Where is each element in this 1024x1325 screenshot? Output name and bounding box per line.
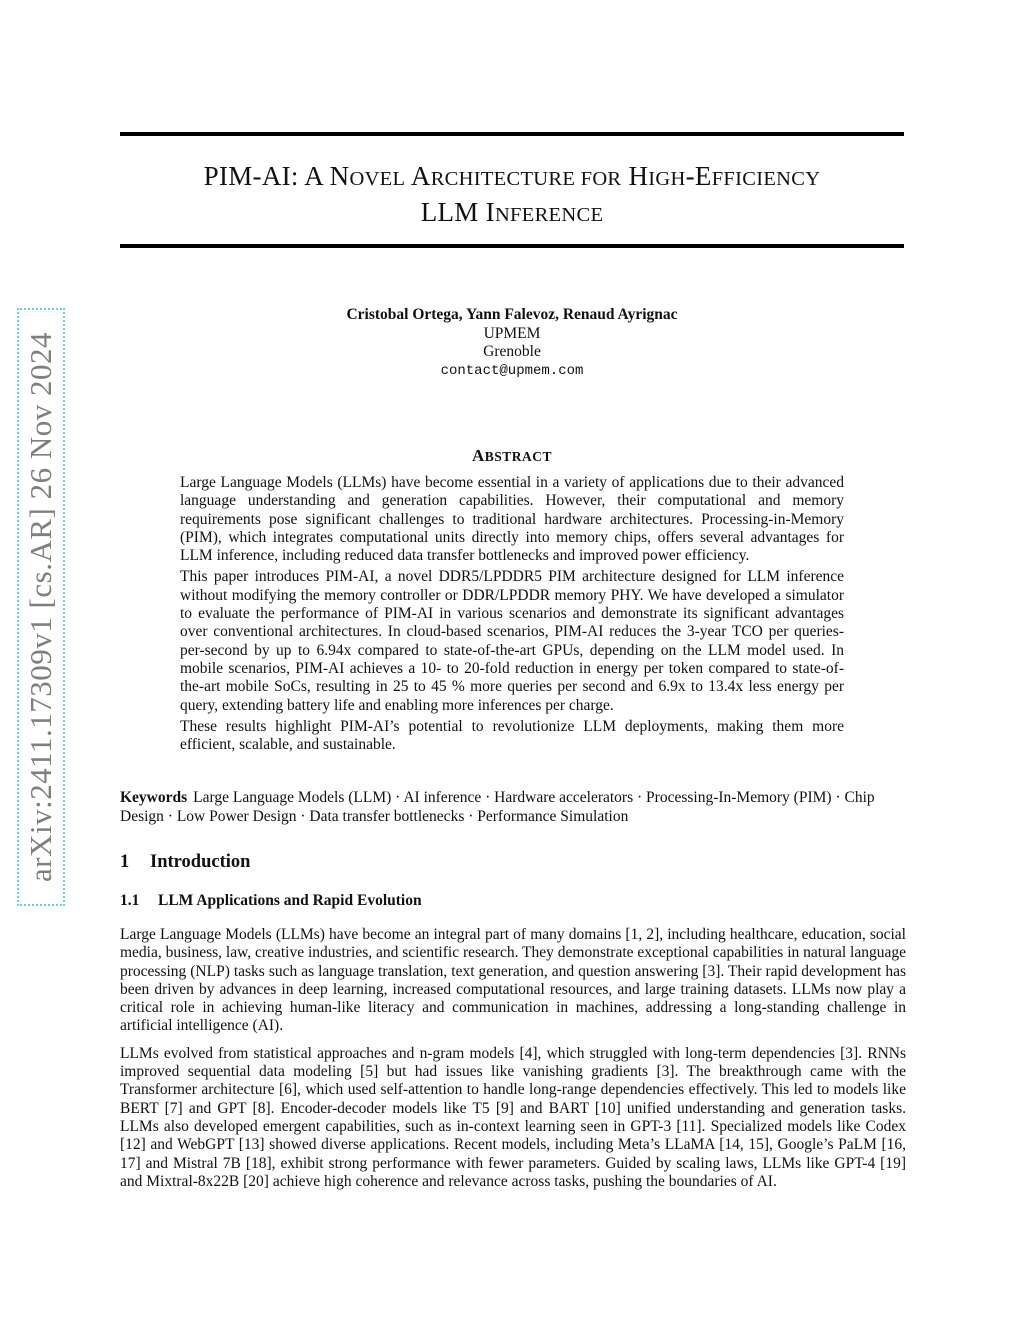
keywords (120, 789, 904, 826)
abstract-paragraph: These results highlight PIM-AI’s potential to revolutionize LLM deployments, making them more efficient, scalable, and sustainable. (180, 717, 844, 754)
abstract-body (180, 474, 844, 757)
abstract-heading-rest: BSTRACT (484, 449, 553, 464)
section-number: 1 (120, 852, 130, 872)
section-title: Introduction (150, 852, 251, 872)
section-heading (120, 852, 250, 873)
title-segment: PIM-AI: A N (203, 161, 350, 191)
keywords-text: Large Language Models (LLM) · AI inference · Hardware accelerators · Processing-In-Memory (PIM) · Chip Design · Low Power Design · Data transfer bottlenecks · Performance Simulation (120, 789, 875, 825)
subsection-title: LLM Applications and Rapid Evolution (158, 892, 422, 909)
title-segment: LLM I (420, 197, 495, 227)
author-affiliation: UPMEM (483, 324, 541, 342)
author-email: contact@upmem.com (440, 362, 584, 379)
title-rule-top (120, 132, 904, 136)
title-segment: OVEL (349, 168, 406, 190)
abstract-heading-initial: A (471, 446, 485, 465)
arxiv-stamp-text: arXiv:2411.17309v1 [cs.AR] 26 Nov 2024 (23, 332, 58, 882)
title-segment: A (405, 161, 431, 191)
subsection-number: 1.1 (120, 892, 140, 909)
title-segment: IGH (648, 168, 686, 190)
title-segment: FFICIENCY (711, 168, 821, 190)
keywords-label: Keywords (120, 789, 188, 806)
title-segment: -E (685, 161, 712, 191)
body-paragraph: LLMs evolved from statistical approaches and n-gram models [4], which struggled with long-term dependencies [3]. RNNs improved sequential data modeling [5] but had issues like vanishing gradients [3]. The breakthrough came with the Transformer architecture [6], which used self-attention to handle long-range dependencies effectively. This led to models like BERT [7] and GPT [8]. Encoder-decoder models like T5 [9] and BART [10] unified understanding and generation tasks. LLMs also developed emergent capabilities, such as in-context learning seen in GPT-3 [11]. Specialized models like Codex [12] and WebGPT [13] showed diverse applications. Recent models, including Meta’s LLaMA [14, 15], Google’s PaLM [16, 17] and Mistral 7B [18], exhibit strong performance with fewer parameters. Guided by scaling laws, LLMs like GPT-4 [19] and Mixtral-8x22B [20] achieve high coherence and relevance across tasks, pushing the boundaries of AI. (120, 1044, 906, 1190)
paper-title (120, 160, 904, 232)
body-paragraph: Large Language Models (LLMs) have become an integral part of many domains [1, 2], including healthcare, education, social media, business, law, creative industries, and scientific research. They demonstrate exceptional capabilities in natural language processing (NLP) tasks such as language translation, text generation, and question answering [3]. Their rapid development has been driven by advances in deep learning, increased computational resources, and large training datasets. LLMs now play a critical role in achieving human-like literacy and communication in machines, addressing a long-standing challenge in artificial intelligence (AI). (120, 926, 906, 1035)
subsection-heading (120, 892, 422, 910)
abstract-paragraph: This paper introduces PIM-AI, a novel DDR5/LPDDR5 PIM architecture designed for LLM inference without modifying the memory controller or DDR/LPDDR memory PHY. We have developed a simulator to evaluate the performance of PIM-AI in various scenarios and demonstrate its significant advantages over conventional architectures. In cloud-based scenarios, PIM-AI reduces the 3-year TCO per queries-per-second by up to 6.94x compared to state-of-the-art GPUs, depending on the LLM model used. In mobile scenarios, PIM-AI achieves a 10- to 20-fold reduction in energy per token compared to state-of-the-art mobile SoCs, resulting in 25 to 45 % more queries per second and 6.9x to 13.4x less energy per query, extending battery life and enabling more inferences per charge. (180, 568, 844, 714)
abstract-paragraph: Large Language Models (LLMs) have become essential in a variety of applications due to their advanced language understanding and generation capabilities. However, their computational and memory requirements pose significant challenges to traditional hardware architectures. Processing-in-Memory (PIM), which integrates computational units directly into memory chips, offers several advantages for LLM inference, including reduced data transfer bottlenecks and improved power efficiency. (180, 474, 844, 565)
author-names: Cristobal Ortega, Yann Falevoz, Renaud Ayrignac (346, 306, 678, 323)
author-city: Grenoble (483, 343, 541, 360)
abstract-heading (120, 446, 904, 466)
title-segment: RCHITECTURE FOR (430, 168, 622, 190)
author-block (120, 306, 904, 380)
arxiv-stamp (17, 308, 65, 906)
title-segment: H (621, 161, 649, 191)
title-rule-bottom (120, 244, 904, 248)
title-segment: NFERENCE (494, 204, 604, 226)
body-text (120, 926, 906, 1200)
